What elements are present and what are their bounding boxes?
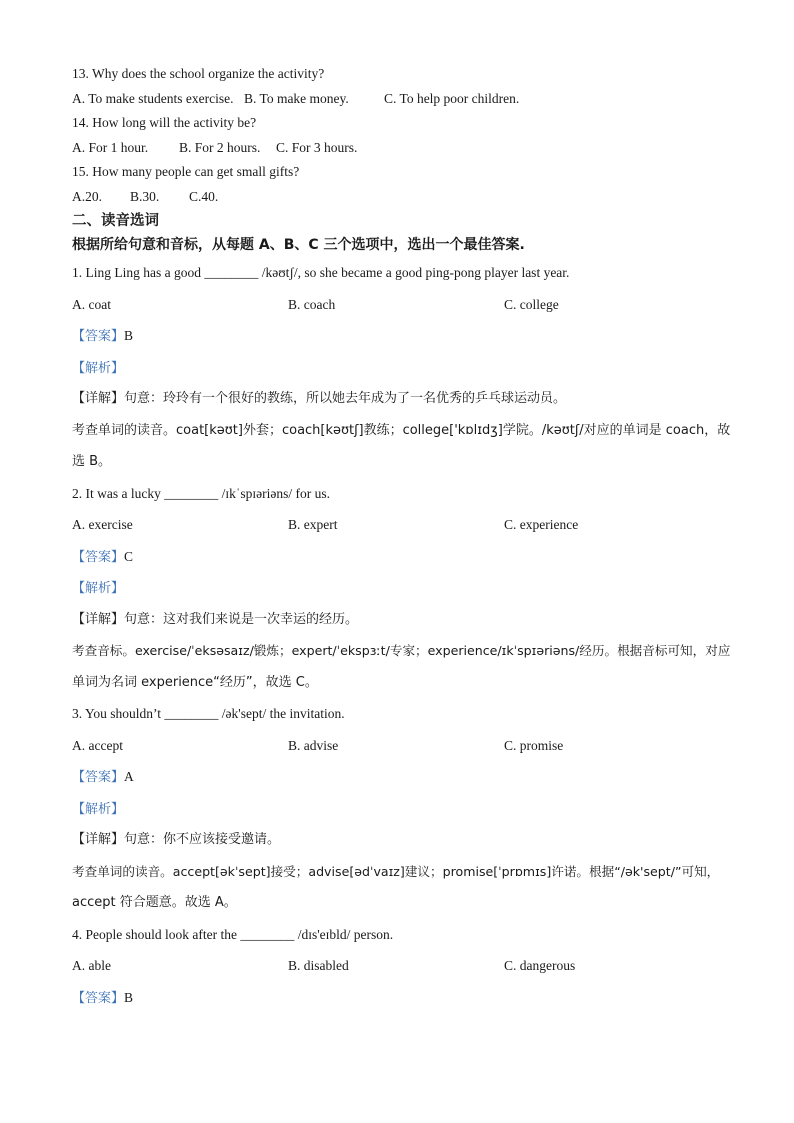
item-3 (72, 698, 732, 919)
listening-question-15 (72, 160, 732, 209)
option-a: A. For 1 hour. (72, 139, 149, 155)
option-c: C. promise (504, 737, 564, 753)
question-text: 4. People should look after the ________ /dɪs'eɪbld/ person. (72, 926, 394, 942)
options-row (72, 950, 732, 982)
detail-text: 句意：你不应该接受邀请。 (124, 832, 281, 847)
explain-line-1: 考查单词的读音。accept[əkˈsept]接受；advise[ədˈvaɪz]建议；promise[ˈprɒmɪs]许诺。根据“/ək'sept/”可知， (72, 863, 720, 879)
question-text: 2. It was a lucky ________ /ɪkˈspɪəriəns/ for us. (72, 485, 330, 501)
answer-row (72, 541, 732, 573)
explain-line-2: accept 符合题意。故选 A。 (72, 895, 237, 910)
option-b: B. To make money. (244, 90, 349, 106)
detail-row (72, 383, 732, 415)
answer-value: A (124, 769, 134, 784)
option-b: B.30. (130, 188, 160, 204)
answer-row (72, 982, 732, 1014)
analysis-row (72, 793, 732, 825)
question-text: 14. How long will the activity be? (72, 115, 257, 130)
explain-line-2: 单词为名词 experience“经历”，故选 C。 (72, 674, 318, 690)
answer-label: 【答案】 (72, 770, 125, 785)
option-b: B. coach (288, 296, 336, 312)
analysis-label: 【解析】 (72, 801, 125, 817)
answer-value: B (124, 328, 134, 343)
explain-line-1: 考查单词的读音。coat[kəʊt]外套；coach[kəʊtʃ]教练；college['kɒlɪdʒ]学院。/kəʊtʃ/对应的单词是 coach，故 (72, 422, 731, 438)
answer-value: C (124, 548, 134, 564)
detail-row (72, 824, 732, 856)
detail-label: 【详解】 (72, 391, 125, 406)
option-c: C. For 3 hours. (276, 139, 358, 155)
options-row (72, 87, 732, 112)
listening-question-13 (72, 62, 732, 111)
answer-label: 【答案】 (72, 549, 125, 565)
option-a: A.20. (72, 188, 102, 204)
option-c: C. dangerous (504, 958, 576, 973)
detail-text: 句意：玲玲有一个很好的教练，所以她去年成为了一名优秀的乒乓球运动员。 (124, 391, 567, 406)
explain-line-2: 选 B。 (72, 454, 112, 469)
options-row (72, 185, 732, 210)
item-1 (72, 257, 732, 478)
option-c: C. To help poor children. (384, 90, 520, 106)
explain-line-1: 考查音标。exercise/ˈeksəsaɪz/锻炼；expert/ˈekspɜːt/专家；experience/ɪkˈspɪəriəns/经历。根据音标可知，对应 (72, 643, 731, 658)
answer-row (72, 320, 732, 352)
detail-row (72, 604, 732, 636)
option-c: C.40. (189, 188, 219, 204)
option-b: B. disabled (288, 958, 349, 973)
detail-label: 【详解】 (72, 611, 125, 627)
options-row (72, 136, 732, 161)
question-text: 1. Ling Ling has a good ________ /kəʊtʃ/, so she became a good ping-pong player last year. (72, 265, 570, 280)
option-a: A. accept (72, 737, 123, 753)
question-text: 15. How many people can get small gifts? (72, 164, 300, 179)
section-instruction: 根据所给句意和音标，从每题 A、B、C 三个选项中，选出一个最佳答案. (72, 237, 525, 253)
option-b: B. For 2 hours. (179, 139, 261, 155)
analysis-row (72, 572, 732, 604)
option-a: A. coat (72, 296, 111, 312)
option-c: C. college (504, 296, 559, 312)
analysis-row (72, 352, 732, 384)
option-a: A. able (72, 958, 111, 973)
analysis-label: 【解析】 (72, 360, 125, 376)
options-row (72, 509, 732, 541)
options-row (72, 289, 732, 321)
answer-label: 【答案】 (72, 990, 125, 1006)
analysis-label: 【解析】 (72, 581, 125, 596)
option-c: C. experience (504, 517, 579, 532)
question-text: 3. You shouldn’t ________ /ək'sept/ the invitation. (72, 706, 345, 721)
item-4 (72, 919, 732, 1014)
detail-label: 【详解】 (72, 832, 125, 847)
document-page (72, 62, 732, 1013)
item-2 (72, 478, 732, 699)
answer-row (72, 761, 732, 793)
option-b: B. expert (288, 517, 338, 532)
detail-text: 句意：这对我们来说是一次幸运的经历。 (124, 611, 359, 627)
option-b: B. advise (288, 737, 339, 753)
options-row (72, 730, 732, 762)
section-title: 二、读音选词 (72, 213, 159, 229)
answer-value: B (124, 989, 134, 1005)
question-text: 13. Why does the school organize the activity? (72, 66, 325, 81)
answer-label: 【答案】 (72, 329, 125, 344)
option-a: A. To make students exercise. (72, 90, 234, 106)
listening-question-14 (72, 111, 732, 160)
option-a: A. exercise (72, 517, 133, 532)
